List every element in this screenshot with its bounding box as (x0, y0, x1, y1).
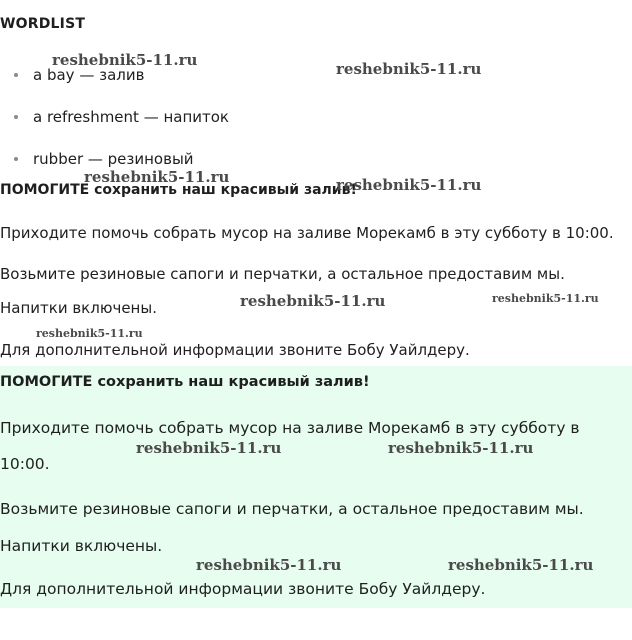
wordlist-item (14, 106, 614, 148)
bullet-icon (14, 115, 18, 119)
wordlist-item (14, 64, 614, 106)
notice-highlighted-title-rest: сохранить наш красивый залив! (92, 374, 370, 390)
wordlist-item-label: rubber — резиновый (33, 150, 194, 168)
bullet-icon (14, 157, 18, 161)
wordlist-heading: WORDLIST (0, 16, 86, 32)
watermark: reshebnik5-11.ru (36, 327, 143, 340)
notice-highlighted-title-caps: ПОМОГИТЕ (0, 374, 93, 390)
wordlist-item-label: a refreshment — напиток (33, 108, 229, 126)
watermark: reshebnik5-11.ru (52, 51, 198, 69)
watermark: reshebnik5-11.ru (196, 556, 342, 574)
notice-highlighted-line-4: Для дополнительной информации звоните Бобу Уайлдеру. (0, 580, 486, 598)
notice-title-rest: сохранить наш красивый залив! (89, 182, 357, 198)
notice-line-4: Для дополнительной информации звоните Бобу Уайлдеру. (0, 341, 470, 359)
watermark: reshebnik5-11.ru (448, 556, 594, 574)
wordlist-item-label: a bay — залив (33, 66, 145, 84)
notice-highlighted-line-2: Возьмите резиновые сапоги и перчатки, а остальное предоставим мы. (0, 500, 584, 518)
notice-highlighted-line-1a: Приходите помочь собрать мусор на заливе Морекамб в эту субботу в (0, 419, 580, 437)
watermark: reshebnik5-11.ru (84, 168, 230, 186)
notice-line-2: Возьмите резиновые сапоги и перчатки, а остальное предоставим мы. (0, 265, 565, 283)
bullet-icon (14, 73, 18, 77)
watermark: reshebnik5-11.ru (136, 439, 282, 457)
notice-line-3: Напитки включены. (0, 299, 157, 317)
notice-highlighted-title (0, 374, 370, 390)
notice-highlighted-line-1b: 10:00. (0, 455, 50, 473)
notice-title-caps: ПОМОГИТЕ (0, 182, 90, 198)
watermark: reshebnik5-11.ru (240, 292, 386, 310)
watermark: reshebnik5-11.ru (336, 176, 482, 194)
notice-line-1: Приходите помочь собрать мусор на заливе Морекамб в эту субботу в 10:00. (0, 224, 614, 242)
watermark: reshebnik5-11.ru (492, 292, 599, 305)
watermark: reshebnik5-11.ru (388, 439, 534, 457)
watermark: reshebnik5-11.ru (336, 60, 482, 78)
notice-highlighted-line-3: Напитки включены. (0, 537, 163, 555)
